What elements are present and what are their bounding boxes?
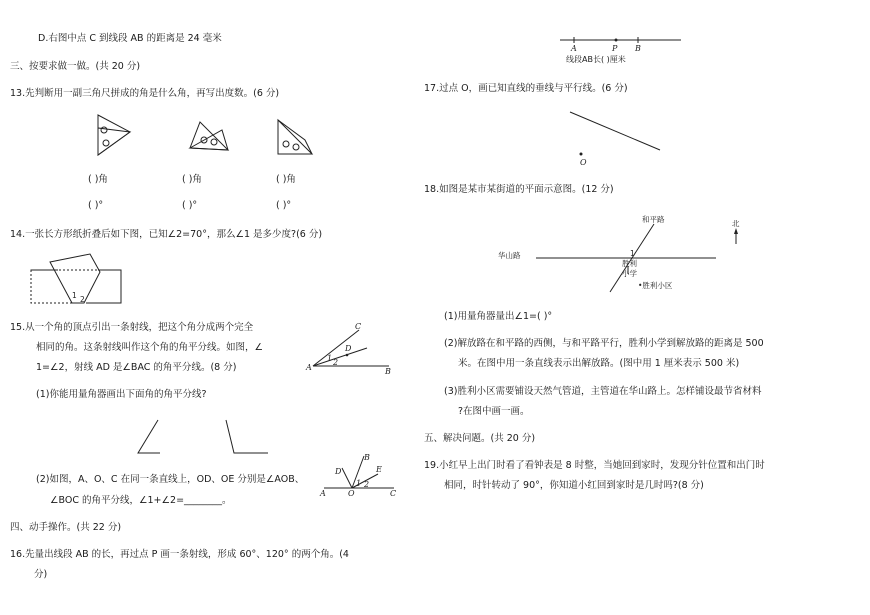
q13-angle-kind-2: ( )角 (182, 174, 202, 185)
folded-paper-figure (28, 248, 128, 306)
question-18-part-2-line-1: (2)解放路在和平路的西侧，与和平路平行，胜利小学到解放路的距离是 500 (444, 338, 764, 349)
q15-2-label-a: A (320, 489, 326, 496)
q14-angle-label-2: 2 (80, 295, 85, 304)
question-15-line-1: 15.从一个角的顶点引出一条射线，把这个角分成两个完全 (10, 322, 254, 333)
segment-ab-figure (556, 34, 686, 54)
segment-label-b: B (635, 44, 641, 53)
q15-2-label-d: D (335, 467, 342, 476)
q13-degree-2: ( )° (182, 200, 198, 211)
q15-label-b: B (385, 367, 391, 374)
question-17: 17.过点 O，画已知直线的垂线与平行线。(6 分) (424, 83, 628, 94)
q15-2-label-2: 2 (364, 480, 370, 489)
q15-label-2: 2 (333, 358, 339, 367)
straight-angle-bisector-figure (318, 452, 398, 496)
q15-2-label-1: 1 (356, 479, 362, 488)
q13-degree-1: ( )° (88, 200, 104, 211)
question-13: 13.先判断用一副三角尺拼成的角是什么角，再写出度数。(6 分) (10, 88, 280, 99)
question-15-line-3: 1=∠2，射线 AD 是∠BAC 的角平分线。(8 分) (36, 362, 237, 373)
heping-road-label: 和平路 (642, 215, 665, 224)
q15-label-d: D (345, 344, 352, 353)
community-label: •胜利小区 (638, 281, 673, 290)
q15-label-c: C (355, 322, 362, 331)
school-label-line-2: 小学 (622, 269, 637, 278)
question-19-line-1: 19.小红早上出门时看了看钟表是 8 时整，当她回到家时，发现分针位置和出门时 (424, 460, 765, 471)
section-3-heading: 三、按要求做一做。(共 20 分) (10, 61, 141, 72)
segment-length-caption: 线段AB长( )厘米 (566, 55, 626, 64)
question-18-part-3-line-2: ?在图中画一画。 (458, 406, 530, 417)
street-map-figure (488, 208, 753, 300)
angle-bisector-figure (305, 318, 395, 374)
q15-label-a: A (306, 363, 312, 372)
huashan-road-label: 华山路 (498, 251, 521, 260)
question-14: 14.一张长方形纸折叠后如下图，已知∠2=70°，那么∠1 是多少度?(6 分) (10, 229, 323, 240)
q13-angle-kind-1: ( )角 (88, 174, 108, 185)
triangle-pair-3 (278, 120, 312, 154)
question-15-line-2: 相同的角。这条射线叫作这个角的角平分线。如图，∠ (36, 342, 264, 353)
question-15-part-2-line-1: (2)如图，A、O、C 在同一条直线上，OD、OE 分别是∠AOB、 (36, 474, 305, 485)
q13-degree-3: ( )° (276, 200, 292, 211)
question-18: 18.如图是某市某街道的平面示意图。(12 分) (424, 184, 614, 195)
school-label-line-1: 胜利 (622, 259, 637, 268)
question-16-line-1: 16.先量出线段 AB 的长，再过点 P 画一条射线，形成 60°、120° 的两个角。(4 (10, 549, 349, 560)
triangle-pair-2 (190, 122, 228, 150)
triangle-pair-1 (98, 115, 130, 155)
q15-2-label-e: E (376, 465, 382, 474)
option-d: D.右图中点 C 到线段 AB 的距离是 24 毫米 (38, 33, 222, 44)
triangle-ruler-figures (80, 110, 340, 165)
section-4-heading: 四、动手操作。(共 22 分) (10, 522, 122, 533)
angle-1-label: 1 (630, 249, 635, 258)
q15-label-1: 1 (327, 354, 333, 363)
section-5-heading: 五、解决问题。(共 20 分) (424, 433, 536, 444)
question-18-part-3-line-1: (3)胜利小区需要铺设天然气管道，主管道在华山路上。怎样铺设最节省材料 (444, 386, 762, 397)
question-15-part-1: (1)你能用量角器画出下面角的角平分线? (36, 389, 207, 400)
question-19-line-2: 相同，时针转动了 90°，你知道小红回到家时是几时吗?(8 分) (444, 480, 704, 491)
north-label: 北 (732, 219, 740, 228)
q14-angle-label-1: 1 (72, 291, 77, 300)
point-and-line-figure (548, 104, 688, 170)
q15-2-label-c: C (390, 489, 397, 496)
question-18-part-1: (1)用量角器量出∠1=( )° (444, 311, 553, 322)
point-o-label: O (580, 158, 587, 167)
angles-to-bisect (130, 416, 280, 456)
q13-angle-kind-3: ( )角 (276, 174, 296, 185)
question-15-part-2-line-2: ∠BOC 的角平分线，∠1+∠2=________。 (50, 495, 232, 506)
segment-label-a: A (571, 44, 577, 53)
segment-label-p: P (612, 44, 618, 53)
question-16-line-2: 分) (34, 569, 48, 580)
q15-2-label-o: O (348, 489, 355, 496)
question-18-part-2-line-2: 米。在图中用一条直线表示出解放路。(图中用 1 厘米表示 500 米) (458, 358, 740, 369)
q15-2-label-b: B (364, 453, 370, 462)
